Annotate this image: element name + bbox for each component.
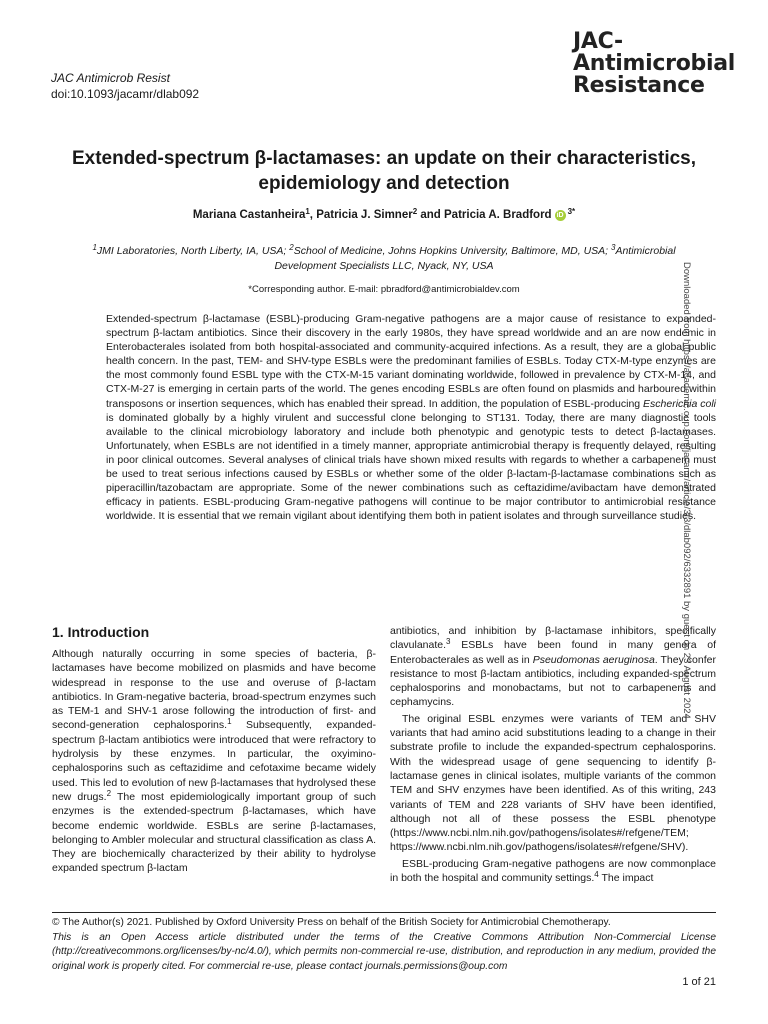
column-right [390,624,716,885]
reference-link[interactable]: 4 [594,870,599,880]
body-text: . They confer resistance to most β-lactam antibiotics, including expanded-spectrum cephalosporins and monobactams, but not to carbapenems and cephamycins. [390,653,716,709]
affil-text: School of Medicine, Johns Hopkins University, Baltimore, MD, USA; [293,245,611,257]
author-name: Patricia J. Simner [316,209,413,221]
author-separator: and [417,209,445,221]
license-text: This is an Open Access article distributed under the terms of the Creative Commons Attribution Non-Commercial License (http://creativecommons.org/licenses/by-nc/4.0/), which permits non-commercial re-use, distribution, and reproduction in any medium, provided the original work is properly cited. For commercial re-use, please contact journals.permissions@oup.com [52,931,716,972]
body-paragraph: The original ESBL enzymes were variants of TEM and SHV variants that had amino acid substitutions leading to a change in their substrate profile to include the expanded-spectrum cephalosporins. With the widespread usage of gene sequencing to identify β-lactamase genes in clinical isolates, multiple variants of the common TEM and SHV enzymes have been identified. As of this writing, 243 variants of TEM and 228 variants of SHV have been identified, although not all of these possess the ESBL phenotype (https://www.ncbi.nlm.nih.gov/pathogens/isolates#/refgene/TEM; https://www.ncbi.nlm.nih.gov/pathogens/isolates#/refgene/SHV). [390,712,716,854]
footer [52,916,716,974]
copyright-text: © The Author(s) 2021. Published by Oxford University Press on behalf of the British Society for Antimicrobial Chemotherapy. [52,917,611,928]
affil-mark: 3 [611,243,616,252]
author-affil-mark: 3* [567,207,576,216]
affil-mark: 2 [289,243,294,252]
body-text: Subsequently, expanded-spectrum β-lactam antibiotics were introduced that were refractory to hydrolysis by these enzymes. In particular, the oxyimino-cephalosporins such as ceftazidime and cefotaxime became widely used. This led to evolution of new β-lactamases that hydrolysed these new drugs. [52,719,376,803]
body-text: Although naturally occurring in some species of bacteria, β-lactamases have become mobilized on plasmids and have become widespread in response to the use and overuse of β-lactam antibiotics. In Gram-negative bacteria, broad-spectrum enzymes such as TEM-1 and SHV-1 arose following the introduction of first- and second-generation cephalosporins. [52,648,376,732]
affil-mark: 1 [92,243,97,252]
section-heading: 1. Introduction [52,624,150,640]
logo-line: Resistance [573,73,705,98]
logo-line: Antimicrobial [573,51,735,76]
journal-meta [51,70,199,102]
body-text: ESBLs have been found in many genera of Enterobacterales as well as in [390,639,716,666]
affil-text: JMI Laboratories, North Liberty, IA, USA; [96,245,290,257]
body-paragraph [390,624,716,710]
column-left [52,624,376,876]
doi-text[interactable]: doi:10.1093/jacamr/dlab092 [51,87,200,101]
author-affil-mark: 1 [305,207,310,216]
journal-name: JAC Antimicrob Resist [51,71,170,85]
author-name: Mariana Castanheira [192,209,306,221]
article-title [40,146,728,196]
body-text: The most epidemiologically important group of such enzymes is the extended-spectrum β-lactamases, which have become endemic worldwide. ESBLs are serine β-lactamases, belonging to Ambler molecular and structural classification as class A. They are biochemically characterized by their ability to hydrolyse expanded spectrum β-lactam [52,790,376,875]
body-text: ESBL-producing Gram-negative pathogens are now commonplace in both the hospital and community settings. [390,857,716,885]
body-paragraph [52,647,376,876]
body-paragraph [390,857,716,886]
author-name: Patricia A. Bradford [444,209,552,221]
author-list [40,209,728,221]
author-affil-mark: 2 [412,207,418,216]
logo-line: JAC- [573,29,623,54]
affiliations [70,244,698,274]
body-text: The impact [598,872,654,885]
corresponding-author: *Corresponding author. E-mail: pbradford@antimicrobialdev.com [248,284,520,295]
abstract-italic: Escherichia coli [643,397,716,410]
abstract-text: is dominated globally by a highly virulent and successful clone belonging to ST131. Today, there are many diagnostic tools available to the clinical microbiology laboratory and include both phenotypic and genotypic tests to detect β-lactamases. Unfortunately, when ESBLs are not identified in a timely manner, appropriate antimicrobial therapy is frequently delayed, resulting in poor clinical outcomes. Several analyses of clinical trials have shown mixed results with regards to whether a carbapenem must be used to treat serious infections caused by ESBLs or whether some of the older β-lactam-β-lactamase combinations such as piperacillin/tazobactam are appropriate. Some of the newer combinations such as ceftazidime/avibactam have demonstrated efficacy in patients. ESBL-producing Gram-negative pathogens will continue to be major contributor to antimicrobial resistance worldwide. It is essential that we remain vigilant about identifying them both in patient isolates and through surveillance studies. [106,411,716,523]
reference-link[interactable]: 1 [227,717,232,727]
download-note: Downloaded from https://academic.oup.com/jacamr/article/3/3/dlab092/6332891 by guest on 23 August 2024 [681,262,692,719]
abstract [106,312,716,523]
orcid-icon[interactable]: iD [556,212,564,219]
title-line: Extended-spectrum β-lactamases: an update on their characteristics, [71,148,697,169]
abstract-text: Extended-spectrum β-lactamase (ESBL)-producing Gram-negative pathogens are a major cause of resistance to expanded-spectrum β-lactam antibiotics. Since their discovery in the early 1980s, they have spread worldwide and an are now endemic in Enterobacterales isolated from both hospital-associated and community-acquired infections. As a result, they are a global public health concern. In the past, TEM- and SHV-type ESBLs were the predominant families of ESBLs. Today CTX-M-type enzymes are the most commonly found ESBL type with the CTX-M-15 variant dominating worldwide, followed in prevalence by CTX-M-14, and CTX-M-27 is emerging in certain parts of the world. The genes encoding ESBLs are often found on plasmids and harboured within transposons or insertion sequences, which has enabled their spread. In addition, the population of ESBL-producing [106,313,716,410]
author-separator: , [309,209,317,221]
page-number: 1 of 21 [682,976,716,988]
journal-logo [573,31,735,97]
footer-divider [52,912,716,913]
title-line: epidemiology and detection [258,173,510,194]
affil-text: Antimicrobial Development Specialists LLC, Nyack, NY, USA [274,245,676,272]
body-italic: Pseudomonas aeruginosa [532,653,655,666]
body-text: antibiotics, and inhibition by β-lactamase inhibitors, specifically clavulanate. [390,625,716,652]
reference-link[interactable]: 3 [446,637,451,647]
reference-link[interactable]: 2 [106,788,112,798]
